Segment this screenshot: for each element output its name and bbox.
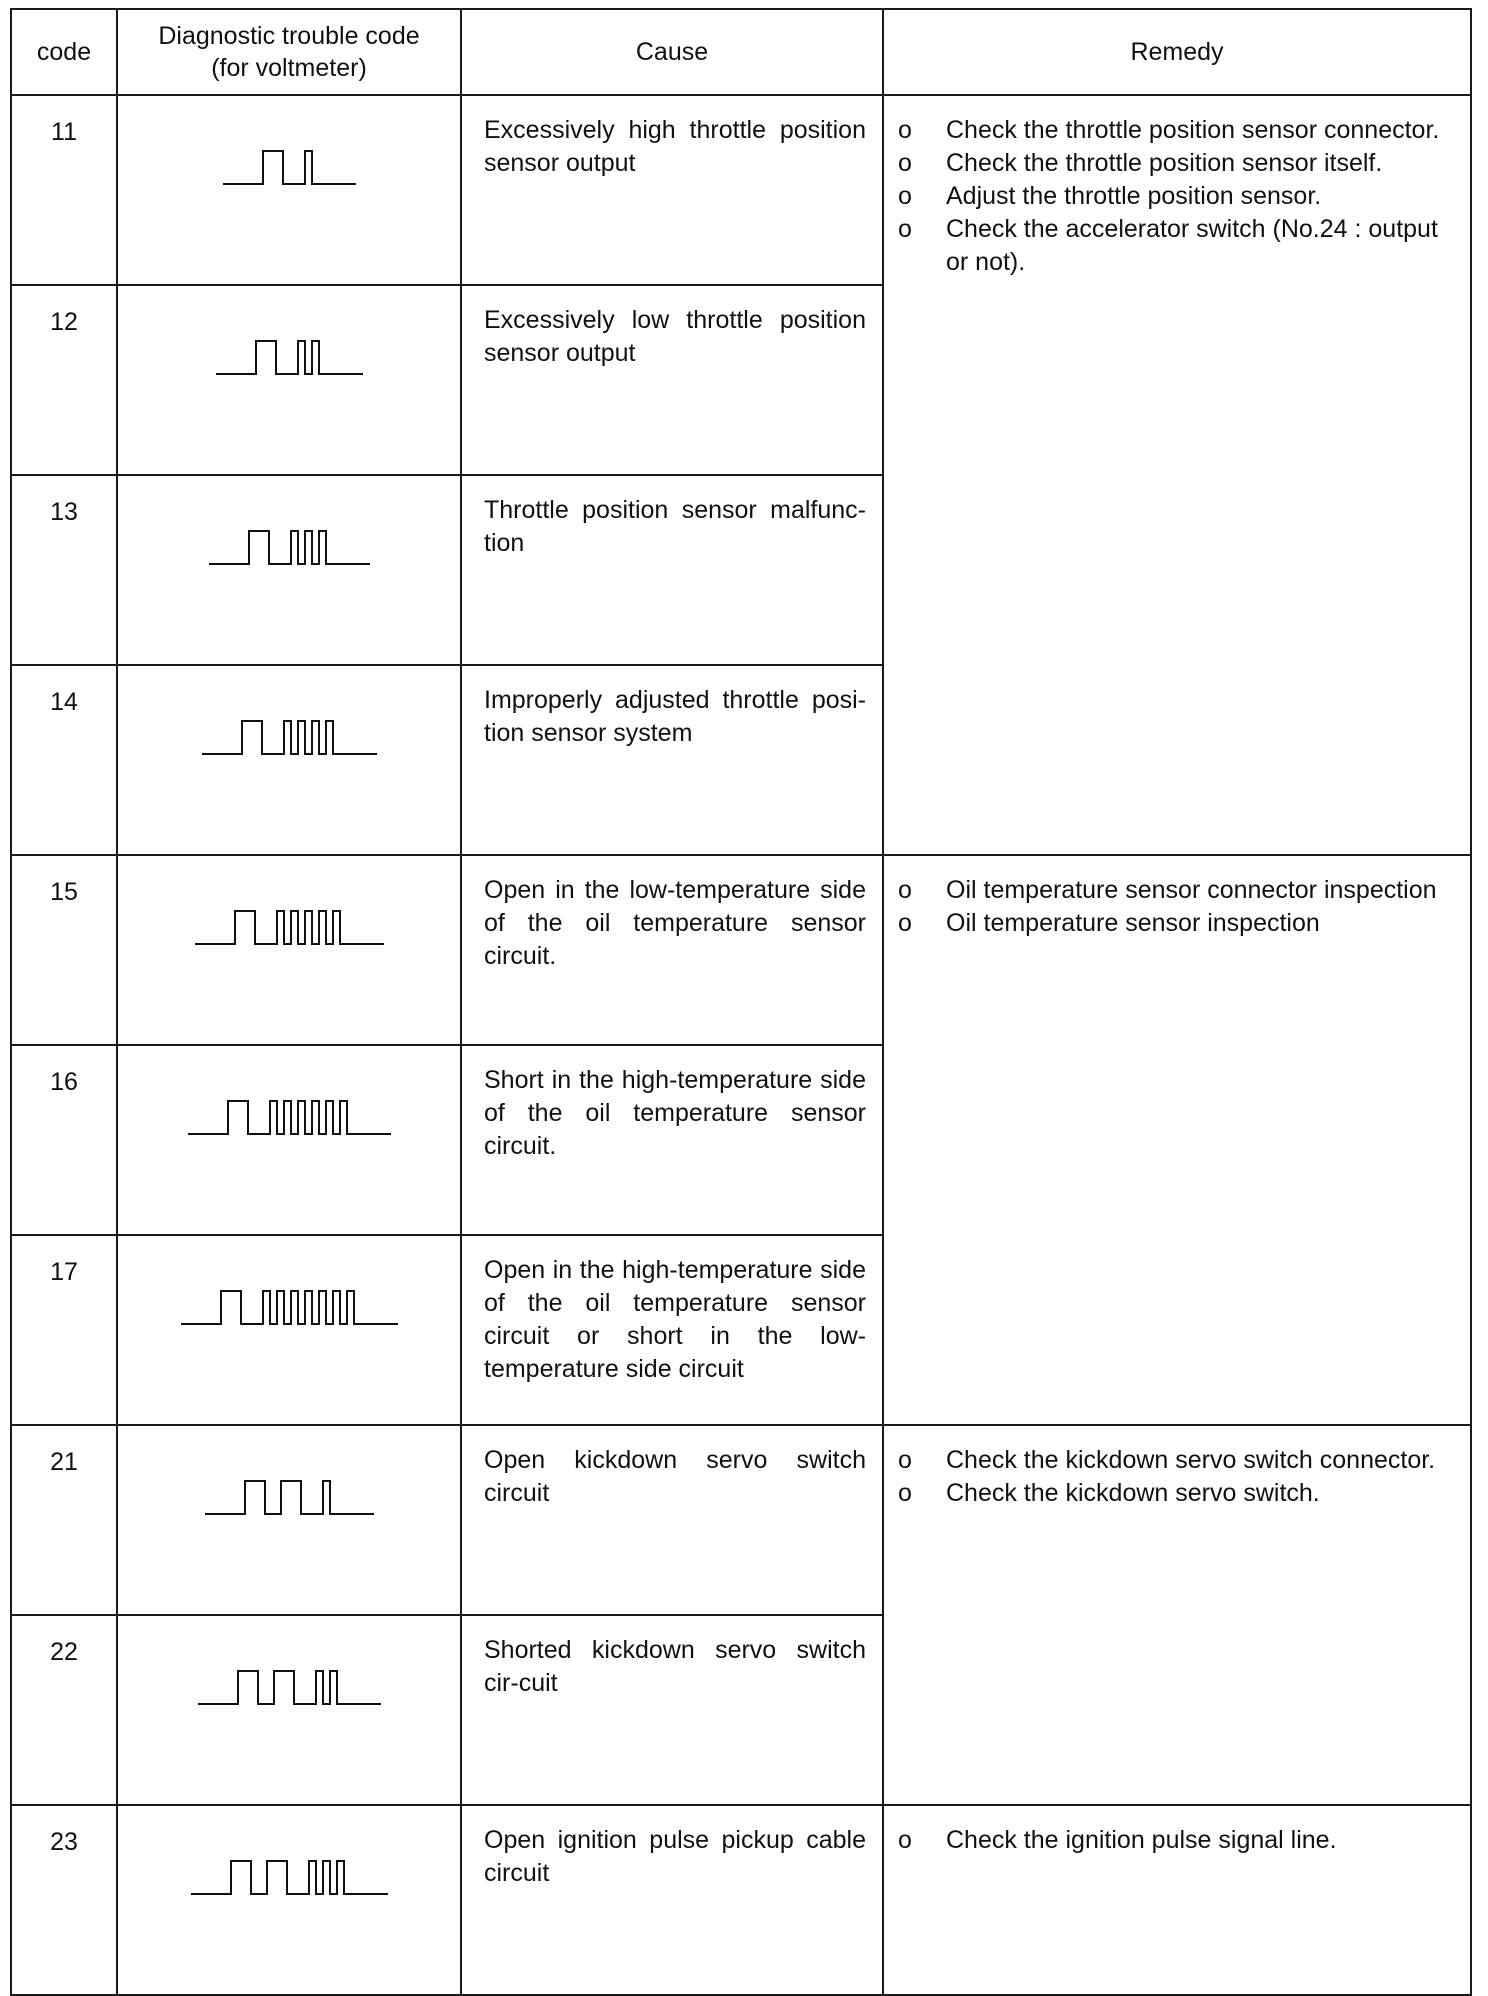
remedy-item (898, 147, 1462, 180)
pulse-waveform-icon (186, 1098, 393, 1138)
bullet-marker: o (898, 116, 912, 144)
remedy-item (898, 907, 1462, 940)
pulse-waveform-cell (117, 95, 461, 285)
table-body (11, 95, 1471, 1995)
remedy-text: Check the ignition pulse signal line. (946, 1826, 1337, 1854)
bullet-marker: o (898, 1479, 912, 1507)
remedy-text: Oil temperature sensor connector inspection (946, 876, 1437, 904)
pulse-waveform-path (188, 1101, 391, 1134)
code-cell: 22 (11, 1615, 117, 1805)
remedy-item (898, 1477, 1462, 1510)
cause-cell: Shorted kickdown servo switch cir-cuit (461, 1615, 883, 1805)
pulse-waveform-path (216, 341, 363, 374)
remedy-item (898, 180, 1462, 213)
remedy-cell (883, 855, 1471, 1425)
remedy-list (898, 1444, 1462, 1510)
bullet-marker: o (898, 909, 912, 937)
header-dtc-line1: Diagnostic trouble code (158, 22, 420, 50)
cause-cell: Open kickdown servo switch circuit (461, 1425, 883, 1615)
cause-cell: Open in the low-temperature side of the oil temperature sensor circuit. (461, 855, 883, 1045)
header-row (11, 9, 1471, 95)
code-cell: 13 (11, 475, 117, 665)
remedy-item (898, 114, 1462, 147)
code-cell: 17 (11, 1235, 117, 1425)
header-dtc (117, 9, 461, 95)
pulse-waveform-cell (117, 1615, 461, 1805)
pulse-waveform-cell (117, 1235, 461, 1425)
pulse-waveform-icon (214, 338, 365, 378)
cause-cell: Open ignition pulse pickup cable circuit (461, 1805, 883, 1995)
header-code: code (11, 9, 117, 95)
remedy-item (898, 1444, 1462, 1477)
code-cell: 12 (11, 285, 117, 475)
remedy-text: Check the throttle position sensor connector. (946, 116, 1440, 144)
remedy-cell (883, 1425, 1471, 1805)
pulse-waveform-path (181, 1291, 398, 1324)
code-cell: 15 (11, 855, 117, 1045)
table-row (11, 1425, 1471, 1615)
pulse-waveform-path (198, 1671, 381, 1704)
remedy-list (898, 1824, 1462, 1857)
header-dtc-line2: (for voltmeter) (211, 54, 367, 82)
pulse-waveform-icon (203, 1478, 376, 1518)
pulse-waveform-path (205, 1481, 374, 1514)
diagnostic-trouble-code-table (10, 8, 1472, 1996)
code-cell: 23 (11, 1805, 117, 1995)
pulse-waveform-path (209, 531, 370, 564)
pulse-waveform-icon (200, 718, 379, 758)
pulse-waveform-path (195, 911, 384, 944)
remedy-item (898, 874, 1462, 907)
remedy-cell (883, 1805, 1471, 1995)
pulse-waveform-cell (117, 1425, 461, 1615)
remedy-cell (883, 95, 1471, 855)
cause-cell: Short in the high-temperature side of the oil temperature sensor circuit. (461, 1045, 883, 1235)
pulse-waveform-cell (117, 855, 461, 1045)
remedy-text: Check the throttle position sensor itself. (946, 149, 1383, 177)
remedy-list (898, 874, 1462, 940)
code-cell: 14 (11, 665, 117, 855)
remedy-text: Oil temperature sensor inspection (946, 909, 1320, 937)
code-cell: 16 (11, 1045, 117, 1235)
cause-cell: Improperly adjusted throttle posi-tion sensor system (461, 665, 883, 855)
bullet-marker: o (898, 182, 912, 210)
code-cell: 11 (11, 95, 117, 285)
pulse-waveform-cell (117, 285, 461, 475)
pulse-waveform-cell (117, 1045, 461, 1235)
bullet-marker: o (898, 1446, 912, 1474)
pulse-waveform-cell (117, 1805, 461, 1995)
bullet-marker: o (898, 1826, 912, 1854)
cause-cell: Open in the high-temperature side of the oil temperature sensor circuit or short in the low-temperature side circuit (461, 1235, 883, 1425)
remedy-list (898, 114, 1462, 279)
bullet-marker: o (898, 215, 912, 243)
remedy-text: Check the accelerator switch (No.24 : output or not). (946, 215, 1438, 276)
pulse-waveform-icon (189, 1858, 390, 1898)
cause-cell: Excessively high throttle position sensor output (461, 95, 883, 285)
pulse-waveform-path (223, 151, 356, 184)
pulse-waveform-cell (117, 475, 461, 665)
pulse-waveform-path (191, 1861, 388, 1894)
pulse-waveform-icon (196, 1668, 383, 1708)
pulse-waveform-icon (207, 528, 372, 568)
pulse-waveform-icon (193, 908, 386, 948)
pulse-waveform-cell (117, 665, 461, 855)
cause-cell: Excessively low throttle position sensor output (461, 285, 883, 475)
header-remedy: Remedy (883, 9, 1471, 95)
remedy-item (898, 213, 1462, 279)
table-row (11, 95, 1471, 285)
pulse-waveform-path (202, 721, 377, 754)
bullet-marker: o (898, 149, 912, 177)
dtc-table-page (10, 8, 1470, 1887)
code-cell: 21 (11, 1425, 117, 1615)
table-row (11, 1805, 1471, 1995)
bullet-marker: o (898, 876, 912, 904)
remedy-text: Check the kickdown servo switch. (946, 1479, 1320, 1507)
table-row (11, 855, 1471, 1045)
pulse-waveform-icon (179, 1288, 400, 1328)
remedy-text: Adjust the throttle position sensor. (946, 182, 1322, 210)
cause-cell: Throttle position sensor malfunc-tion (461, 475, 883, 665)
pulse-waveform-icon (221, 148, 358, 188)
remedy-text: Check the kickdown servo switch connector. (946, 1446, 1436, 1474)
header-cause: Cause (461, 9, 883, 95)
remedy-item (898, 1824, 1462, 1857)
